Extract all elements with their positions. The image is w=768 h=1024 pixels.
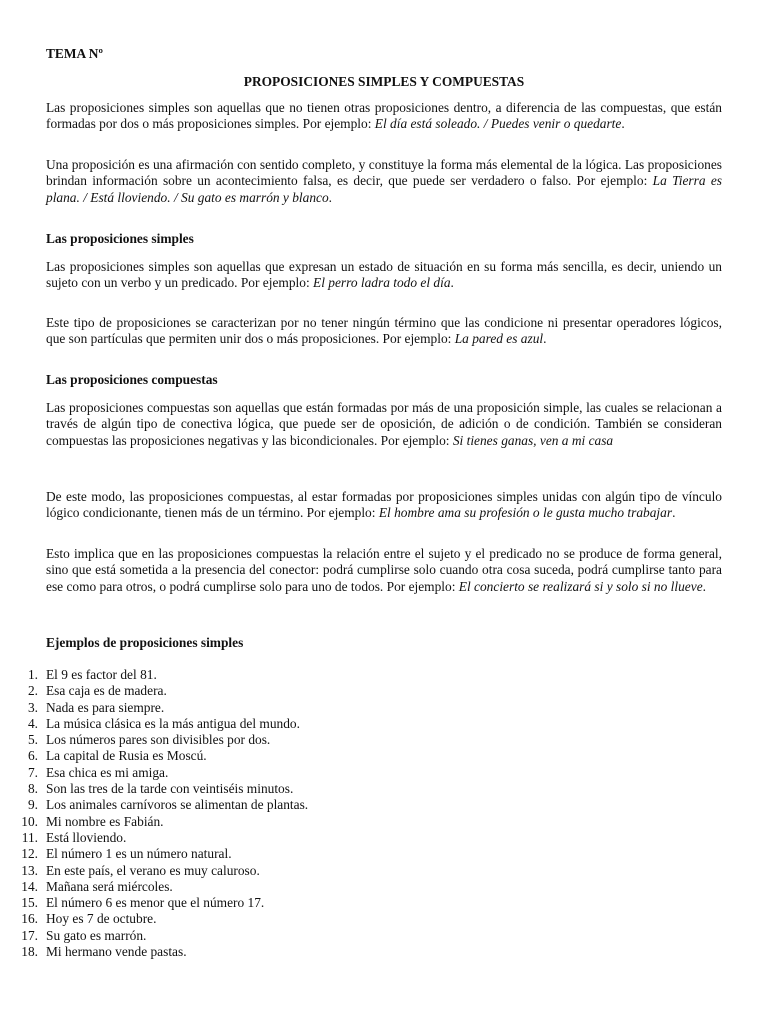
example-italic: Si tienes ganas, ven a mi casa [452,432,614,448]
list-item [0,879,720,895]
list-item [0,911,720,927]
list-item-text: Esa caja es de madera. [46,683,167,699]
paragraph-end: . [328,189,333,205]
list-item-text: El número 1 es un número natural. [46,846,232,862]
paragraph-simples-2 [46,315,722,348]
list-item [0,895,720,911]
list-item-text: La música clásica es la más antigua del mundo. [46,715,300,731]
list-item [0,797,720,813]
paragraph-compuestas-3 [46,546,722,595]
list-item [0,700,720,716]
list-number: 17. [21,927,38,943]
list-number: 13. [21,862,38,878]
list-item [0,944,720,960]
paragraph-compuestas-2 [46,489,722,522]
list-item [0,732,720,748]
list-item [0,667,720,683]
paragraph-text: Las proposiciones simples son aquellas que expresan un estado de situación en su forma más sencilla, es decir, uniendo un sujeto con un verbo y un predicado. Por ejemplo: [46,259,722,291]
paragraph-end: . [672,505,676,521]
paragraph-compuestas-1 [46,400,722,449]
list-number: 11. [21,829,38,845]
paragraph-definition [46,157,722,206]
paragraph-text: Este tipo de proposiciones se caracterizan por no tener ningún término que las condicione ni presentar operadores lógicos, que son partículas que permiten unir dos o más proposiciones. Por ejemplo: [46,315,722,347]
list-number: 5. [27,732,38,748]
list-number: 18. [21,944,38,960]
list-item-text: Está lloviendo. [46,829,127,845]
section-heading-ejemplos: Ejemplos de proposiciones simples [46,635,244,650]
list-item [0,814,720,830]
tema-heading: TEMA Nº [46,46,103,61]
paragraph-end: . [450,275,454,291]
list-item-text: El 9 es factor del 81. [46,667,157,682]
list-number: 15. [21,895,38,911]
example-italic: El día está soleado. / Puedes venir o quedarte [374,116,622,132]
example-italic: El perro ladra todo el día [313,275,451,291]
list-number: 2. [27,683,38,699]
list-number: 10. [21,813,38,829]
list-number: 4. [27,715,38,731]
list-number: 12. [21,846,38,862]
list-item-text: La capital de Rusia es Moscú. [46,748,207,764]
list-number: 14. [21,878,38,894]
example-italic: El hombre ama su profesión o le gusta mucho trabajar [378,505,673,521]
list-number: 1. [27,667,38,682]
list-item-text: Mañana será miércoles. [46,878,173,894]
list-item [0,830,720,846]
paragraph-text: Las proposiciones simples son aquellas que no tienen otras proposiciones dentro, a diferencia de las compuestas, que están formadas por dos o más proposiciones simples. Por ejemplo: [46,100,722,132]
list-item-text: Mi hermano vende pastas. [46,944,187,960]
list-item [0,765,720,781]
list-item-text: Los animales carnívoros se alimentan de plantas. [46,797,309,813]
paragraph-end: . [621,116,625,132]
list-item [0,748,720,764]
example-italic: El concierto se realizará si y solo si no llueve [458,578,703,594]
paragraph-simples-1 [46,259,722,292]
list-number: 8. [27,781,38,797]
list-item-text: Su gato es marrón. [46,927,147,943]
list-item-text: En este país, el verano es muy caluroso. [46,862,260,878]
list-item [0,683,720,699]
list-item-text: Son las tres de la tarde con veintiséis minutos. [46,781,294,797]
example-italic: La Tierra es plana. / Está lloviendo. / Su gato es marrón y blanco [46,173,723,205]
paragraph-intro [46,100,722,133]
list-item [0,846,720,862]
examples-list [0,667,720,960]
list-item-text: Mi nombre es Fabián. [46,813,164,829]
paragraph-text: Esto implica que en las proposiciones compuestas la relación entre el sujeto y el predicado no se produce de forma general, sino que está sometida a la presencia del conector: podrá cumplirse solo cuando otra cosa suceda, podrá cumplirse tanto para ese como para otros, o podrá cumplirse solo para uno de todos. Por ejemplo: [46,546,722,594]
list-item [0,716,720,732]
paragraph-end: . [543,331,547,347]
paragraph-end: . [702,578,706,594]
paragraph-text: Las proposiciones compuestas son aquellas que están formadas por más de una proposición simple, las cuales se relacionan a través de algún tipo de conectiva lógica, que puede ser de oposición, de adición o de condición. También se consideran compuestas las proposiciones negativas y las bicondicionales. Por ejemplo: [46,400,722,448]
list-item [0,781,720,797]
section-heading-simples: Las proposiciones simples [46,231,194,246]
list-item-text: Los números pares son divisibles por dos. [46,732,271,748]
list-item-text: Hoy es 7 de octubre. [46,911,157,927]
list-item [0,863,720,879]
document-title: PROPOSICIONES SIMPLES Y COMPUESTAS [243,74,525,89]
list-number: 3. [27,699,38,715]
list-number: 16. [21,911,38,927]
list-item-text: Esa chica es mi amiga. [46,764,169,780]
list-number: 7. [27,764,38,780]
list-number: 6. [27,748,38,764]
list-number: 9. [27,797,38,813]
paragraph-text: Una proposición es una afirmación con sentido completo, y constituye la forma más elemental de la lógica. Las proposiciones brindan información sobre un acontecimiento falsa, es decir, que puede ser verdadero o falso. Por ejemplo: [46,157,722,189]
example-italic: La pared es azul [454,331,544,347]
list-item-text: Nada es para siempre. [46,699,165,715]
paragraph-text: De este modo, las proposiciones compuestas, al estar formadas por proposiciones simples unidas con algún tipo de vínculo lógico condicionante, tienen más de un término. Por ejemplo: [46,489,722,521]
list-item [0,928,720,944]
list-item-text: El número 6 es menor que el número 17. [46,895,265,911]
section-heading-compuestas: Las proposiciones compuestas [46,372,218,387]
